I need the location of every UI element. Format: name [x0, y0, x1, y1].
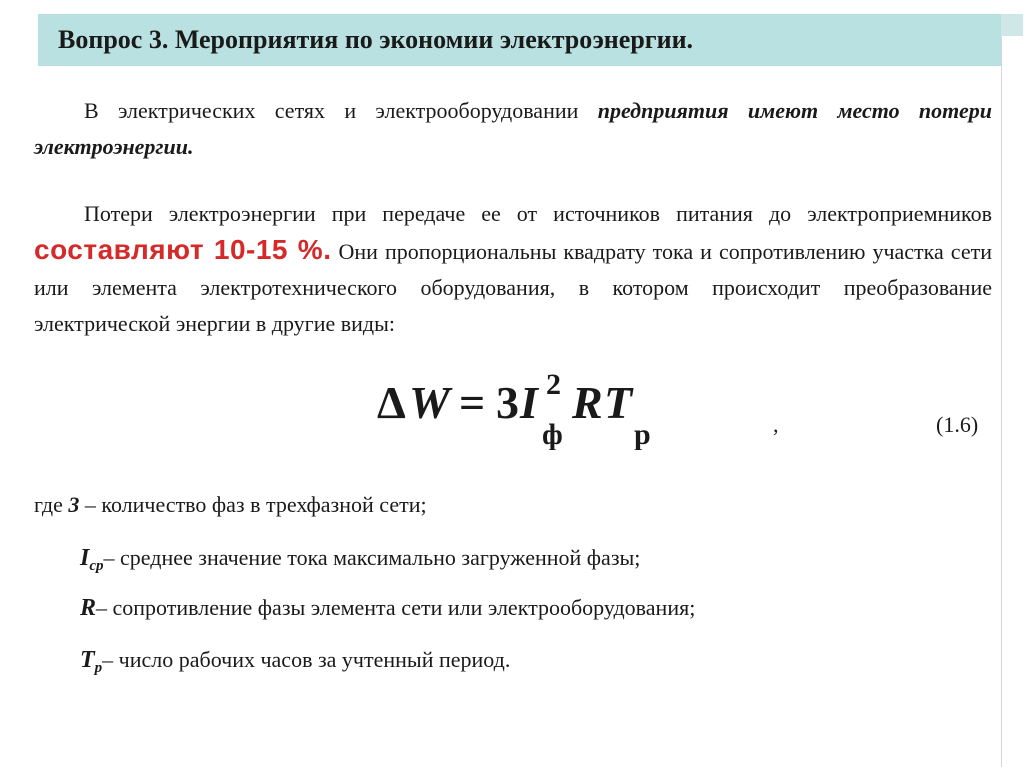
formula-current-subscript: ф [542, 418, 563, 450]
formula-time-symbol: T [604, 377, 633, 428]
paragraph-losses-details [34, 196, 992, 342]
definition-hours-text: – число рабочих часов за учтенный период. [102, 647, 511, 672]
definition-phases-symbol: 3 [68, 492, 80, 517]
formula-delta: Δ [377, 377, 406, 428]
energy-loss-formula [375, 372, 705, 450]
formula-resistance-symbol: R [572, 377, 603, 428]
definition-resistance-symbol: R [80, 595, 97, 621]
definition-current-symbol: I [80, 545, 90, 571]
corner-decoration [1001, 14, 1023, 36]
paragraph1-text: В электрических сетях и электрооборудовании [84, 98, 598, 123]
losses-percentage-highlight: составляют 10-15 %. [34, 234, 332, 265]
paragraph1-emphasis: предприятия имеют место потери электроэнергии. [34, 98, 992, 159]
slide-title-bar [38, 14, 1001, 66]
definition-current [80, 543, 640, 581]
definition-phases [34, 490, 427, 520]
right-border-line [1001, 36, 1002, 767]
definition-phases-text: – количество фаз в трехфазной сети; [79, 492, 427, 517]
formula-graphic [375, 372, 705, 450]
definition-current-subscript: ср [89, 558, 104, 574]
formula-number: (1.6) [936, 412, 979, 437]
formula-time-subscript: р [634, 418, 651, 450]
formula-coefficient: 3 [496, 377, 519, 428]
slide-title: Вопрос 3. Мероприятия по экономии электроэнергии. [58, 25, 694, 54]
formula-separator: , [773, 412, 779, 437]
definition-intro-prefix: где [34, 492, 69, 517]
formula-equals: = [459, 377, 486, 428]
definition-resistance-text: – сопротивление фазы элемента сети или электрооборудования; [96, 595, 696, 620]
paragraph2-text-start: Потери электроэнергии при передаче ее от источников питания до электроприемников [84, 201, 992, 226]
paragraph-losses-intro [34, 93, 992, 165]
definition-current-text: – среднее значение тока максимально загруженной фазы; [103, 545, 641, 570]
definition-resistance [80, 593, 695, 623]
definition-hours-subscript: р [94, 660, 103, 676]
definition-hours-symbol: T [80, 647, 95, 673]
formula-current-symbol: I [520, 377, 538, 428]
paragraph2-text-end: Они пропорциональны квадрату тока и сопротивлению участка сети или элемента электротехнического оборудования, в котором происходит преобразование электрической энергии в другие виды: [34, 239, 992, 336]
definition-hours [80, 645, 510, 683]
formula-exponent: 2 [546, 372, 561, 401]
formula-energy-symbol: W [409, 377, 450, 428]
